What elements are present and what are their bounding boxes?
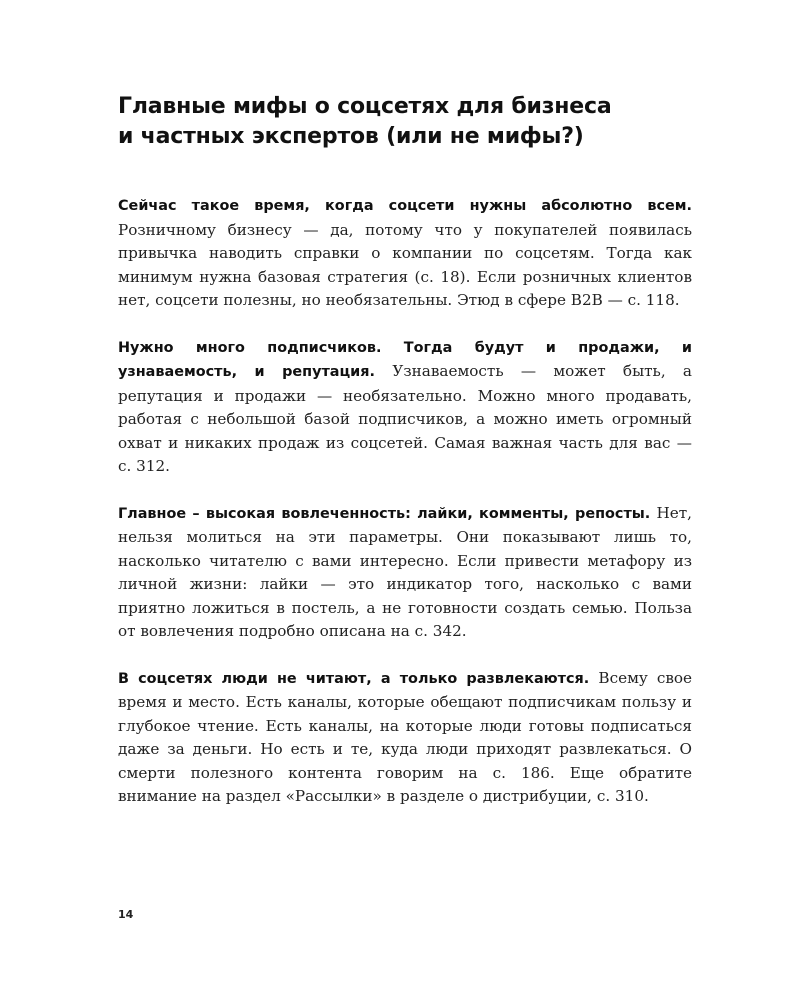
myth-body-3: Нет, нельзя молиться на эти параметры. Они показывают лишь то, насколько читателю с вами интересно. Если привести метафору из личной жизни: лайки — это индикатор того, насколько с вами приятно ложиться в постель, а не готовности создать семью. Польза от вовлечения подробно описана на с. 342. [118,503,692,640]
page-number: 14 [118,908,134,921]
myth-paragraph-1 [118,194,692,313]
myth-body-4: Всему свое время и место. Есть каналы, которые обещают подписчикам пользу и глубокое чтение. Есть каналы, на которые люди готовы подписаться даже за деньги. Но есть и те, куда люди приходят развлекаться. О смерти полезного контента говорим на с. 186. Еще обратите внимание на раздел «Рассылки» в разделе о дистрибуции, с. 310. [118,668,693,805]
title-line-2: и частных экспертов (или не мифы?) [118,124,584,149]
myth-paragraph-3 [118,502,692,644]
myth-paragraph-4 [118,667,692,809]
myth-body-1: Розничному бизнесу — да, потому что у покупателей появилась привычка наводить справки о компании по соцсетям. Тогда как минимум нужна базовая стратегия (с. 18). Если розничных клиентов нет, соцсети полезны, но необязательны. Этюд в сфере B2B — с. 118. [118,220,692,309]
myth-paragraph-2 [118,336,692,479]
page-content [118,92,692,832]
myth-body-2: Узнаваемость — может быть, а репутация и продажи — необязательно. Можно много продавать, работая с небольшой базой подписчиков, а можно иметь огромный охват и никаких продаж из соцсетей. Самая важная часть для вас — с. 312. [118,362,692,475]
myth-lead-4: В соцсетях люди не читают, а только развлекаются. [118,670,599,687]
page-title [118,92,692,152]
myth-lead-3: Главное – высокая вовлеченность: лайки, комменты, репосты. [118,505,657,522]
myth-lead-2: Нужно много подписчиков. Тогда будут и продажи, и узнаваемость, и репутация. [118,339,692,380]
title-line-1: Главные мифы о соцсетях для бизнеса [118,94,612,119]
myth-lead-1: Сейчас такое время, когда соцсети нужны абсолютно всем. [118,198,692,214]
